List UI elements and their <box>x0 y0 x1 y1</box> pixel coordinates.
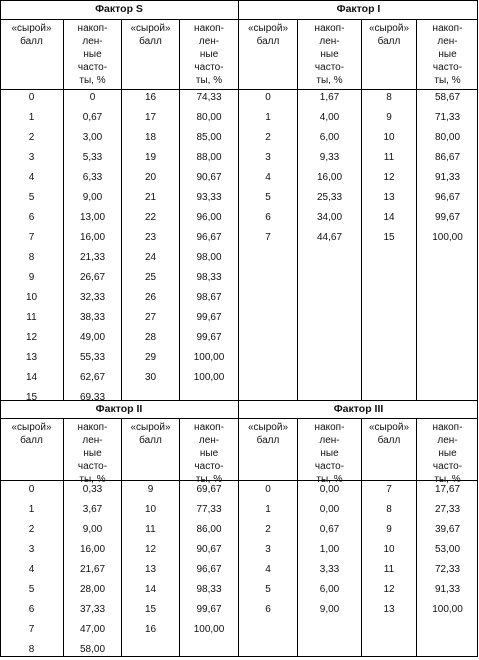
cumulative-frequency-header: часто- <box>432 461 463 472</box>
cumulative-frequency-header: лен- <box>198 435 220 446</box>
raw-score-cell: 18 <box>144 132 157 143</box>
raw-score-cell: 7 <box>386 484 392 495</box>
raw-score-header: «сырой» <box>247 23 289 34</box>
cumulative-frequency-cell: 53,00 <box>434 544 461 555</box>
raw-score-header: «сырой» <box>247 422 289 433</box>
cumulative-frequency-cell: 74,33 <box>196 92 222 103</box>
raw-score-cell: 9 <box>386 112 392 123</box>
cumulative-frequency-cell: 100,00 <box>193 624 225 635</box>
cumulative-frequency-cell: 96,67 <box>196 564 222 575</box>
cumulative-frequency-cell: 27,33 <box>434 504 461 515</box>
raw-score-cell: 16 <box>144 92 157 103</box>
raw-score-cell: 6 <box>265 212 271 223</box>
cumulative-frequency-header: ты, % <box>195 474 223 485</box>
cumulative-frequency-header: лен- <box>437 36 458 47</box>
raw-score-cell: 1 <box>265 504 271 515</box>
cumulative-frequency-cell: 71,33 <box>434 112 461 123</box>
cumulative-frequency-cell: 4,00 <box>319 112 340 123</box>
cumulative-frequency-cell: 1,67 <box>319 92 340 103</box>
cumulative-frequency-cell: 32,33 <box>79 292 106 303</box>
raw-score-cell: 19 <box>144 152 157 163</box>
cumulative-frequency-cell: 55,33 <box>79 352 106 363</box>
cumulative-frequency-cell: 9,33 <box>319 152 340 163</box>
cumulative-frequency-cell: 0,67 <box>82 112 103 123</box>
cumulative-frequency-cell: 90,67 <box>196 172 222 183</box>
cumulative-frequency-cell: 47,00 <box>79 624 106 635</box>
raw-score-cell: 1 <box>28 112 35 123</box>
cumulative-frequency-header: ные <box>438 49 457 60</box>
cumulative-frequency-cell: 99,67 <box>434 212 461 223</box>
cumulative-frequency-cell: 6,00 <box>319 584 340 595</box>
raw-score-cell: 3 <box>28 544 35 555</box>
cumulative-frequency-header: накоп- <box>314 23 345 34</box>
raw-score-cell: 26 <box>144 292 157 303</box>
raw-score-cell: 4 <box>28 564 35 575</box>
cumulative-frequency-cell: 16,00 <box>316 172 343 183</box>
raw-score-cell: 0 <box>28 92 35 103</box>
cumulative-frequency-cell: 9,00 <box>82 192 103 203</box>
raw-score-header: «сырой» <box>368 23 410 34</box>
raw-score-header: «сырой» <box>130 422 171 433</box>
raw-score-cell: 20 <box>144 172 157 183</box>
raw-score-cell: 5 <box>28 192 35 203</box>
raw-score-cell: 14 <box>144 584 157 595</box>
cumulative-frequency-cell: 37,33 <box>79 604 106 615</box>
cumulative-frequency-cell: 0 <box>89 92 96 103</box>
cumulative-frequency-cell: 25,33 <box>316 192 343 203</box>
raw-score-cell: 7 <box>265 232 271 243</box>
cumulative-frequency-cell: 6,33 <box>82 172 103 183</box>
cumulative-frequency-cell: 0,00 <box>319 504 340 515</box>
raw-score-cell: 14 <box>25 372 38 383</box>
cumulative-frequency-header: лен- <box>198 36 220 47</box>
raw-score-cell: 27 <box>144 312 157 323</box>
raw-score-cell: 25 <box>144 272 157 283</box>
cumulative-frequency-cell: 99,67 <box>196 332 222 343</box>
cumulative-frequency-cell: 85,00 <box>196 132 222 143</box>
cumulative-frequency-cell: 91,33 <box>434 584 461 595</box>
raw-score-header: «сырой» <box>368 422 410 433</box>
cumulative-frequency-header: ные <box>199 448 219 459</box>
raw-score-cell: 22 <box>144 212 157 223</box>
raw-score-cell: 2 <box>28 524 35 535</box>
cumulative-frequency-cell: 16,00 <box>79 544 106 555</box>
cumulative-frequency-cell: 100,00 <box>193 352 225 363</box>
raw-score-cell: 0 <box>28 484 35 495</box>
cumulative-frequency-cell: 3,00 <box>82 132 103 143</box>
raw-score-cell: 2 <box>28 132 35 143</box>
cumulative-frequency-cell: 34,00 <box>316 212 343 223</box>
cumulative-frequency-cell: 98,33 <box>196 272 222 283</box>
cumulative-frequency-header: часто- <box>194 62 224 73</box>
cumulative-frequency-header: ты, % <box>434 474 461 485</box>
cumulative-frequency-header: накоп- <box>432 422 463 433</box>
raw-score-cell: 23 <box>144 232 157 243</box>
raw-score-cell: 5 <box>265 584 271 595</box>
cumulative-frequency-header: ные <box>83 49 102 60</box>
factor-i-title: Фактор I <box>336 3 381 15</box>
raw-score-cell: 8 <box>28 252 35 263</box>
cumulative-frequency-header: часто- <box>314 461 345 472</box>
raw-score-header: балл <box>20 435 43 446</box>
raw-score-cell: 16 <box>144 624 157 635</box>
raw-score-cell: 0 <box>265 484 271 495</box>
raw-score-header: балл <box>256 435 280 446</box>
cumulative-frequency-cell: 69,67 <box>196 484 222 495</box>
raw-score-cell: 1 <box>265 112 271 123</box>
cumulative-frequency-cell: 13,00 <box>79 212 106 223</box>
cumulative-frequency-cell: 0,67 <box>319 524 340 535</box>
cumulative-frequency-cell: 93,33 <box>196 192 222 203</box>
cumulative-frequency-cell: 98,00 <box>196 252 222 263</box>
raw-score-cell: 11 <box>383 152 395 163</box>
cumulative-frequency-cell: 39,67 <box>434 524 461 535</box>
raw-score-header: «сырой» <box>11 23 52 34</box>
raw-score-cell: 13 <box>383 192 395 203</box>
raw-score-cell: 24 <box>144 252 157 263</box>
raw-score-header: балл <box>377 435 401 446</box>
cumulative-frequency-cell: 5,33 <box>82 152 103 163</box>
raw-score-cell: 13 <box>144 564 157 575</box>
raw-score-cell: 11 <box>26 312 37 323</box>
cumulative-frequency-header: ты, % <box>316 474 343 485</box>
factor-iii-title: Фактор III <box>333 403 384 415</box>
cumulative-frequency-cell: 96,67 <box>434 192 461 203</box>
raw-score-cell: 3 <box>28 152 35 163</box>
cumulative-frequency-cell: 26,67 <box>79 272 106 283</box>
raw-score-cell: 10 <box>25 292 38 303</box>
raw-score-cell: 2 <box>265 524 271 535</box>
raw-score-cell: 28 <box>144 332 157 343</box>
cumulative-frequency-header: ты, % <box>79 474 106 485</box>
raw-score-cell: 7 <box>28 232 35 243</box>
cumulative-frequency-header: лен- <box>319 435 340 446</box>
cumulative-frequency-header: ты, % <box>79 75 106 86</box>
factor-ii-title: Фактор II <box>95 403 143 415</box>
cumulative-frequency-cell: 100,00 <box>432 232 463 243</box>
cumulative-frequency-cell: 58,00 <box>79 644 106 655</box>
raw-score-header: балл <box>256 36 280 47</box>
raw-score-cell: 10 <box>144 504 157 515</box>
cumulative-frequency-header: ты, % <box>316 75 343 86</box>
raw-score-cell: 15 <box>144 604 157 615</box>
cumulative-frequency-cell: 96,67 <box>196 232 222 243</box>
raw-score-cell: 4 <box>265 564 271 575</box>
raw-score-header: балл <box>139 36 162 47</box>
cumulative-frequency-cell: 21,33 <box>79 252 106 263</box>
cumulative-frequency-cell: 99,67 <box>196 604 222 615</box>
cumulative-frequency-header: накоп- <box>194 422 224 433</box>
cumulative-frequency-cell: 80,00 <box>434 132 461 143</box>
cumulative-frequency-header: накоп- <box>314 422 345 433</box>
cumulative-frequency-cell: 77,33 <box>196 504 222 515</box>
cumulative-frequency-cell: 28,00 <box>79 584 106 595</box>
cumulative-frequency-header: ные <box>199 49 219 60</box>
raw-score-cell: 8 <box>28 644 35 655</box>
cumulative-frequency-cell: 21,67 <box>79 564 106 575</box>
cumulative-frequency-cell: 3,33 <box>319 564 340 575</box>
raw-score-cell: 8 <box>386 504 392 515</box>
cumulative-frequency-header: накоп- <box>77 23 108 34</box>
raw-score-cell: 12 <box>144 544 157 555</box>
cumulative-frequency-cell: 6,00 <box>319 132 340 143</box>
cumulative-frequency-cell: 3,67 <box>82 504 103 515</box>
raw-score-cell: 9 <box>386 524 392 535</box>
raw-score-header: балл <box>139 435 162 446</box>
cumulative-frequency-header: лен- <box>319 36 340 47</box>
cumulative-frequency-cell: 90,67 <box>196 544 222 555</box>
raw-score-header: «сырой» <box>11 422 52 433</box>
cumulative-frequency-cell: 98,67 <box>196 292 222 303</box>
cumulative-frequency-cell: 1,00 <box>319 544 340 555</box>
raw-score-cell: 3 <box>265 544 271 555</box>
raw-score-cell: 29 <box>144 352 157 363</box>
cumulative-frequency-cell: 62,67 <box>79 372 106 383</box>
raw-score-header: балл <box>20 36 43 47</box>
raw-score-cell: 17 <box>144 112 157 123</box>
cumulative-frequency-header: лен- <box>82 36 103 47</box>
raw-score-cell: 12 <box>383 172 395 183</box>
raw-score-cell: 5 <box>265 192 271 203</box>
raw-score-cell: 12 <box>383 584 395 595</box>
raw-score-cell: 11 <box>383 564 395 575</box>
cumulative-frequency-cell: 98,33 <box>196 584 222 595</box>
cumulative-frequency-cell: 49,00 <box>79 332 106 343</box>
cumulative-frequency-cell: 88,00 <box>196 152 222 163</box>
raw-score-cell: 12 <box>25 332 38 343</box>
cumulative-frequency-header: накоп- <box>194 23 224 34</box>
cumulative-frequency-header: часто- <box>314 62 345 73</box>
cumulative-frequency-cell: 9,00 <box>82 524 103 535</box>
cumulative-frequency-cell: 96,00 <box>196 212 222 223</box>
raw-score-cell: 15 <box>25 392 38 403</box>
cumulative-frequency-cell: 0,00 <box>319 484 340 495</box>
cumulative-frequency-cell: 58,67 <box>434 92 461 103</box>
raw-score-cell: 15 <box>383 232 395 243</box>
cumulative-frequency-header: ные <box>438 448 457 459</box>
raw-score-cell: 9 <box>147 484 154 495</box>
cumulative-frequency-header: ты, % <box>434 75 461 86</box>
factor-s-title: Фактор S <box>95 3 143 15</box>
cumulative-frequency-header: часто- <box>432 62 463 73</box>
cumulative-frequency-cell: 72,33 <box>434 564 461 575</box>
cumulative-frequency-header: лен- <box>82 435 103 446</box>
cumulative-frequency-header: часто- <box>77 461 108 472</box>
cumulative-frequency-cell: 80,00 <box>196 112 222 123</box>
raw-score-cell: 9 <box>28 272 35 283</box>
cumulative-frequency-cell: 69,33 <box>79 392 106 403</box>
raw-score-cell: 3 <box>265 152 271 163</box>
cumulative-frequency-header: ные <box>320 448 339 459</box>
raw-score-cell: 6 <box>265 604 271 615</box>
raw-score-cell: 21 <box>144 192 157 203</box>
raw-score-cell: 2 <box>265 132 271 143</box>
raw-score-cell: 13 <box>25 352 38 363</box>
raw-score-cell: 4 <box>28 172 35 183</box>
cumulative-frequency-cell: 99,67 <box>196 312 222 323</box>
raw-score-cell: 30 <box>144 372 157 383</box>
raw-score-cell: 13 <box>383 604 395 615</box>
raw-score-cell: 1 <box>28 504 35 515</box>
cumulative-frequency-header: накоп- <box>77 422 108 433</box>
cumulative-frequency-cell: 86,00 <box>196 524 222 535</box>
cumulative-frequency-header: лен- <box>437 435 458 446</box>
raw-score-cell: 11 <box>145 524 156 535</box>
raw-score-cell: 7 <box>28 624 35 635</box>
cumulative-frequency-cell: 9,00 <box>319 604 340 615</box>
cumulative-frequency-header: ты, % <box>195 75 223 86</box>
cumulative-frequency-header: часто- <box>77 62 108 73</box>
cumulative-frequency-header: ные <box>320 49 339 60</box>
raw-score-cell: 8 <box>386 92 392 103</box>
raw-score-cell: 6 <box>28 604 35 615</box>
cumulative-frequency-header: часто- <box>194 461 224 472</box>
raw-score-cell: 14 <box>383 212 395 223</box>
cumulative-frequency-cell: 44,67 <box>316 232 343 243</box>
cumulative-frequency-cell: 100,00 <box>193 372 225 383</box>
cumulative-frequency-cell: 86,67 <box>434 152 461 163</box>
raw-score-cell: 4 <box>265 172 271 183</box>
cumulative-frequency-cell: 0,33 <box>82 484 103 495</box>
raw-score-header: балл <box>377 36 401 47</box>
cumulative-frequency-cell: 91,33 <box>434 172 461 183</box>
cumulative-frequency-cell: 17,67 <box>434 484 461 495</box>
raw-score-cell: 0 <box>265 92 271 103</box>
raw-score-cell: 6 <box>28 212 35 223</box>
raw-score-cell: 10 <box>383 132 395 143</box>
cumulative-frequency-cell: 16,00 <box>79 232 106 243</box>
cumulative-frequency-cell: 38,33 <box>79 312 106 323</box>
raw-score-cell: 10 <box>383 544 395 555</box>
raw-score-cell: 5 <box>28 584 35 595</box>
cumulative-frequency-cell: 100,00 <box>432 604 463 615</box>
cumulative-frequency-header: накоп- <box>432 23 463 34</box>
raw-score-header: «сырой» <box>130 23 171 34</box>
cumulative-frequency-header: ные <box>83 448 102 459</box>
